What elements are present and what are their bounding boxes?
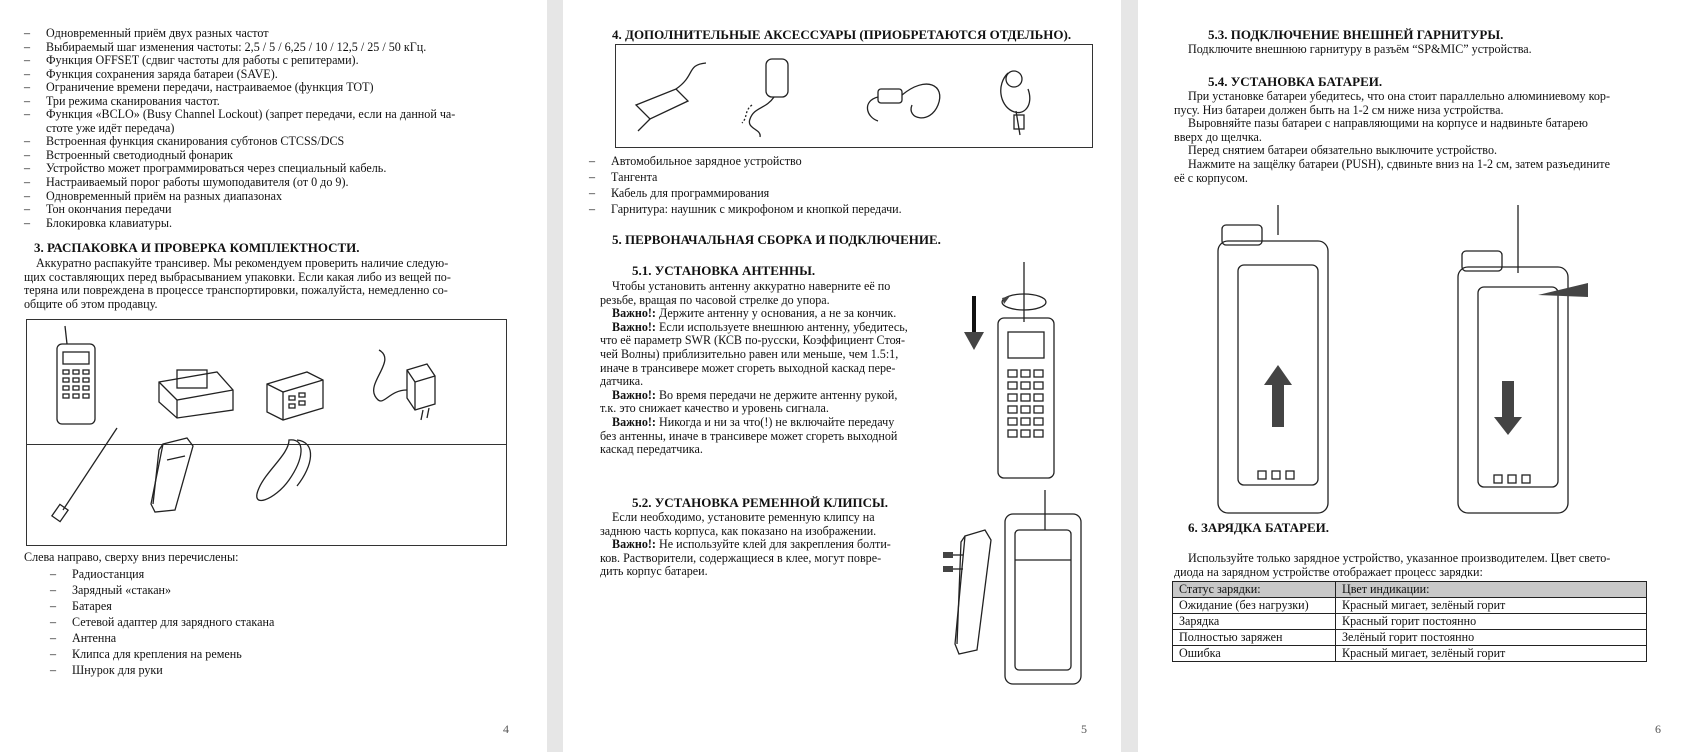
feature-item: – Функция сохранения заряда батареи (SAVE). (24, 68, 455, 82)
text-line: дить корпус батареи. (600, 564, 708, 579)
table-row (1173, 646, 1647, 662)
table-cell: Полностью заряжен (1173, 630, 1336, 646)
feature-item: – Тон окончания передачи (24, 203, 455, 217)
package-items-illustration (27, 320, 506, 545)
text-line: Чтобы установить антенну аккуратно наверните её по (612, 279, 891, 293)
contents-item: – Батарея (24, 598, 274, 614)
table-cell: Ошибка (1173, 646, 1336, 662)
feature-item: – Ограничение времени передачи, настраиваемое (функция TOT) (24, 81, 455, 95)
sub52-title: 5.2. УСТАНОВКА РЕМЕННОЙ КЛИПСЫ. (632, 495, 889, 510)
feature-item: – Выбираемый шаг изменения частоты: 2,5 / 5 / 6,25 / 10 / 12,5 / 25 / 50 кГц. (24, 41, 455, 55)
important-note (600, 307, 908, 321)
text-line: При установке батареи убедитесь, что она стоит параллельно алюминиевому кор- (1188, 89, 1610, 103)
feature-item: – Встроенный светодиодный фонарик (24, 149, 455, 163)
page-number: 4 (503, 722, 509, 736)
accessories-figure (615, 44, 1093, 148)
contents-item: – Антенна (24, 630, 274, 646)
text-line: Не используйте клей для закрепления болти- (658, 537, 891, 552)
page-6 (1138, 0, 1685, 752)
important-label: Важно!: (612, 306, 656, 321)
radio-front-icon (998, 318, 1054, 478)
speaker-mic-icon (742, 59, 788, 137)
power-adapter-icon (374, 350, 435, 420)
section4-title: 4. ДОПОЛНИТЕЛЬНЫЕ АКСЕССУАРЫ (ПРИОБРЕТАЮТСЯ ОТДЕЛЬНО). (612, 27, 1072, 42)
charger-cup-icon (159, 370, 233, 418)
feature-item: – Встроенная функция сканирования субтонов CTCSS/DCS (24, 135, 455, 149)
feature-item: – Одновременный приём двух разных частот (24, 27, 455, 41)
list-intro: Слева направо, сверху вниз перечислены: (24, 550, 239, 564)
feature-item-continued: стоте уже идёт передача) (46, 120, 175, 135)
contents-item: – Шнурок для руки (24, 662, 274, 678)
headset-icon (1001, 71, 1030, 135)
important-label: Важно!: (612, 319, 656, 334)
text-line: Перед снятием батареи обязательно выключите устройство. (1188, 143, 1498, 158)
text-line: иначе в трансивере может сгореть выходной каскад пере- (600, 360, 896, 375)
text-line: Нажмите на защёлку батареи (PUSH), сдвиньте вниз на 1-2 см, затем разъедините (1188, 156, 1610, 171)
contents-list (24, 566, 274, 678)
text-line: вверх до щелчка. (1174, 129, 1262, 144)
belt-clip-part-icon (955, 530, 991, 654)
up-arrow-icon (1264, 365, 1292, 427)
section3-line: теряна или повреждена в процессе транспортировки, пожалуйста, немедленно со- (24, 283, 448, 298)
text-line: чей Волны) приблизительно равен или меньше, чем 1.5:1, (600, 346, 899, 361)
text-line: т.к. это снижает качество и уровень сигнала. (600, 401, 829, 416)
feature-item: – Одновременный приём на разных диапазонах (24, 190, 455, 204)
accessory-item: – Гарнитура: наушник с микрофоном и кнопкой передачи. (563, 201, 902, 217)
table-header-row (1173, 582, 1647, 598)
text-line: заднюю часть корпуса, как показано на изображении. (600, 523, 877, 538)
sub52-text (600, 511, 891, 579)
radio-icon (57, 326, 95, 424)
table-header-cell: Статус зарядки: (1173, 582, 1336, 598)
page-5 (563, 0, 1121, 752)
sub54-text (1174, 90, 1610, 185)
battery-remove-illustration (1438, 205, 1598, 515)
section3-text (24, 257, 509, 311)
table-row (1173, 630, 1647, 646)
text-line: пусу. Низ батареи должен быть на 1-2 см ниже низа устройства. (1174, 102, 1504, 117)
antenna-install-illustration (958, 262, 1098, 484)
feature-item: – Функция OFFSET (сдвиг частоты для работы с репитерами). (24, 54, 455, 68)
text-line: её с корпусом. (1174, 170, 1248, 185)
text-line: Используйте только зарядное устройство, указанное производителем. Цвет свето- (1188, 551, 1611, 565)
text-line: Во время передачи не держите антенну рукой, (658, 387, 898, 402)
accessories-list (563, 153, 902, 217)
antenna-icon (52, 428, 117, 522)
important-label: Важно!: (612, 414, 656, 429)
table-cell: Зарядка (1173, 614, 1336, 630)
battery-icon (267, 372, 323, 420)
feature-item: – Три режима сканирования частот. (24, 95, 455, 109)
text-line: что её параметр SWR (КСВ по-русски, Коэффициент Стоя- (600, 333, 905, 348)
sub51-text (600, 280, 908, 457)
section5-title: 5. ПЕРВОНАЧАЛЬНАЯ СБОРКА И ПОДКЛЮЧЕНИЕ. (612, 232, 941, 247)
page-number: 6 (1655, 722, 1661, 736)
text-line: Выровняйте пазы батареи с направляющими на корпусе и надвиньте батарею (1188, 116, 1588, 131)
contents-item: – Сетевой адаптер для зарядного стакана (24, 614, 274, 630)
sub51-title: 5.1. УСТАНОВКА АНТЕННЫ. (632, 263, 816, 278)
down-arrow-icon (1494, 381, 1522, 435)
table-cell: Красный мигает, зелёный горит (1336, 646, 1647, 662)
important-note (600, 389, 908, 403)
contents-item: – Клипса для крепления на ремень (24, 646, 274, 662)
text-line: Держите антенну у основания, а не за кончик. (658, 306, 897, 321)
feature-item: – Функция «BCLO» (Busy Channel Lockout) (запрет передачи, если на данной ча- (24, 108, 455, 122)
battery-install-illustration (1198, 205, 1338, 515)
push-arrow-icon (1538, 283, 1588, 297)
section6-text (1174, 552, 1610, 579)
car-charger-icon (636, 63, 706, 131)
table-cell: Ожидание (без нагрузки) (1173, 598, 1336, 614)
feature-item: – Устройство может программироваться через специальный кабель. (24, 162, 455, 176)
text-line: Никогда и ни за что(!) не включайте передачу (658, 414, 895, 429)
sub53-title: 5.3. ПОДКЛЮЧЕНИЕ ВНЕШНЕЙ ГАРНИТУРЫ. (1208, 27, 1504, 42)
accessory-item: – Автомобильное зарядное устройство (563, 153, 902, 169)
table-header-cell: Цвет индикации: (1336, 582, 1647, 598)
sub54-title: 5.4. УСТАНОВКА БАТАРЕИ. (1208, 74, 1383, 89)
radio-back-icon (1005, 514, 1081, 684)
table-cell: Красный горит постоянно (1336, 614, 1647, 630)
accessory-item: – Тангента (563, 169, 902, 185)
important-label: Важно!: (612, 537, 656, 552)
text-line: без антенны, иначе в трансивере может сгореть выходной (600, 428, 898, 443)
important-note (600, 538, 891, 552)
package-contents-figure (26, 319, 507, 546)
text-line: резьбе, вращая по часовой стрелке до упора. (600, 292, 830, 307)
contents-item: – Радиостанция (24, 566, 274, 582)
section3-line: общите об этом продавцу. (24, 296, 158, 311)
table-row (1173, 598, 1647, 614)
text-line: Если используете внешнюю антенну, убедитесь, (658, 319, 908, 334)
table-row (1173, 614, 1647, 630)
feature-item: – Настраиваемый порог работы шумоподавителя (от 0 до 9). (24, 176, 455, 190)
belt-clip-icon (151, 438, 193, 512)
accessory-item: – Кабель для программирования (563, 185, 902, 201)
text-line: ков. Растворители, содержащиеся в клее, могут повре- (600, 550, 882, 565)
sub53-text: Подключите внешнюю гарнитуру в разъём “SP&MIC” устройства. (1188, 42, 1532, 56)
text-line: датчика. (600, 374, 644, 389)
important-label: Важно!: (612, 387, 656, 402)
section3-title: 3. РАСПАКОВКА И ПРОВЕРКА КОМПЛЕКТНОСТИ. (34, 240, 360, 255)
text-line: диода на зарядном устройстве отображает процесс зарядки: (1174, 564, 1483, 579)
important-note (600, 416, 908, 430)
section3-line: щих составляющих перед выбрасыванием упаковки. Если какая либо из вещей по- (24, 269, 451, 284)
section6-title: 6. ЗАРЯДКА БАТАРЕИ. (1188, 520, 1329, 535)
table-cell: Красный мигает, зелёный горит (1336, 598, 1647, 614)
text-line: каскад передатчика. (600, 442, 703, 457)
accessories-illustration (616, 45, 1092, 147)
features-list (24, 27, 455, 230)
programming-cable-icon (867, 84, 939, 121)
section3-line: Аккуратно распакуйте трансивер. Мы рекомендуем проверить наличие следую- (36, 256, 449, 270)
feature-item: – Блокировка клавиатуры. (24, 217, 455, 231)
charging-status-table (1172, 581, 1647, 662)
belt-clip-install-illustration (941, 490, 1101, 686)
contents-item: – Зарядный «стакан» (24, 582, 274, 598)
important-note (600, 321, 908, 335)
down-arrow-icon (964, 296, 984, 350)
wrist-strap-icon (257, 440, 311, 501)
page-number: 5 (1081, 722, 1087, 736)
page-4 (0, 0, 547, 752)
table-cell: Зелёный горит постоянно (1336, 630, 1647, 646)
text-line: Если необходимо, установите ременную клипсу на (612, 510, 875, 524)
